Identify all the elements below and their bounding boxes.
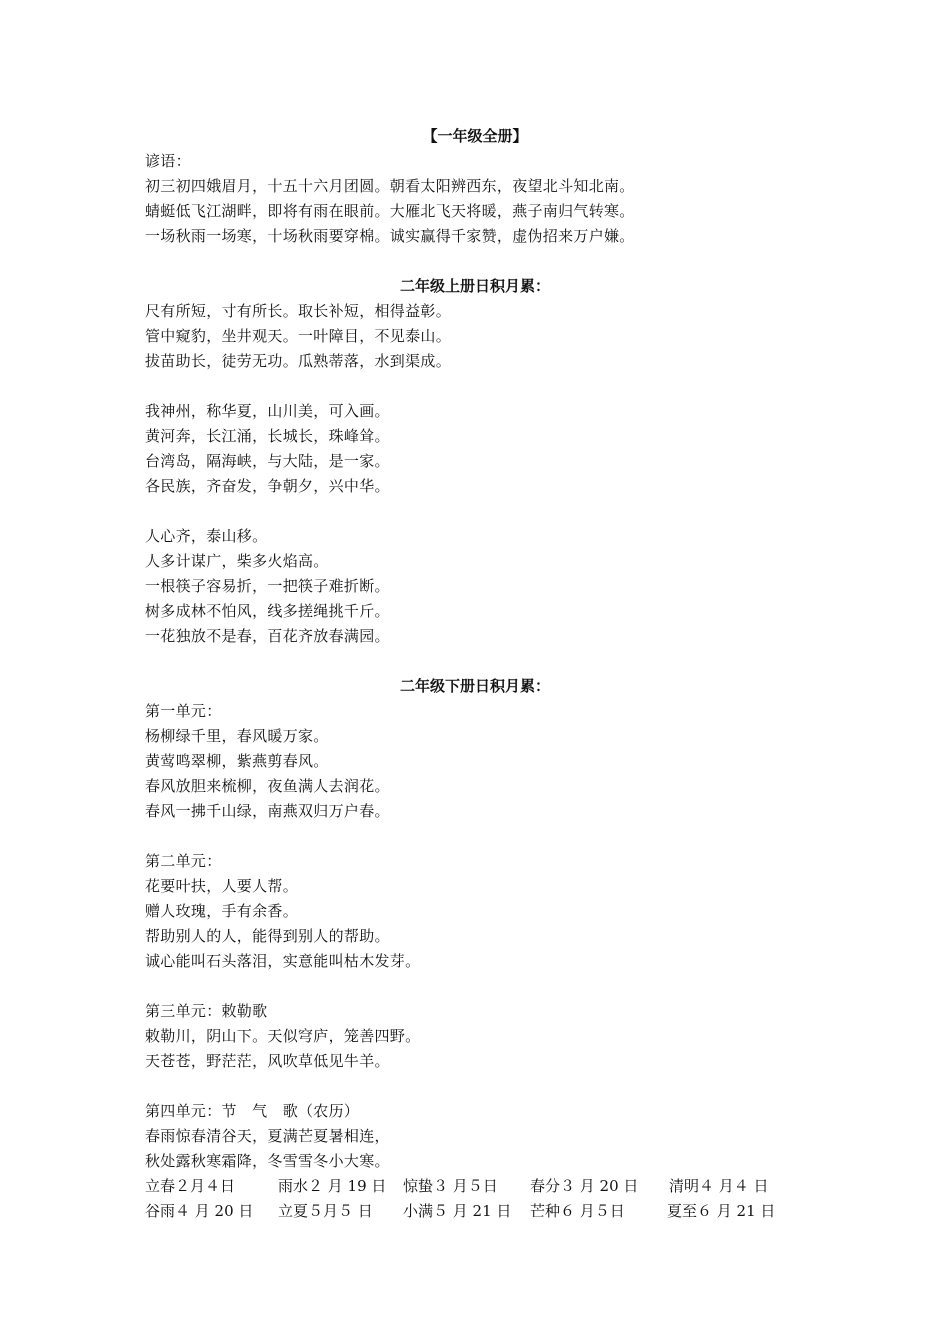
solar-term: 立夏５月５ 日	[278, 1202, 373, 1220]
text-line: 一花独放不是春，百花齐放春满园。	[145, 627, 390, 645]
solar-term: 芒种６ 月５日	[530, 1202, 625, 1220]
document-content	[145, 124, 805, 1224]
text-line: 敕勒川，阴山下。天似穹庐，笼善四野。	[145, 1027, 421, 1045]
text-line: 春风一拂千山绿，南燕双归万户春。	[145, 802, 390, 820]
text-line: 管中窥豹，坐井观天。一叶障目，不见泰山。	[145, 327, 452, 345]
solar-term: 谷雨４ 月 20 日	[145, 1202, 254, 1220]
solar-terms-row	[145, 1174, 805, 1199]
spacer	[145, 649, 805, 674]
spacer	[145, 1074, 805, 1099]
text-line: 我神州，称华夏，山川美，可入画。	[145, 402, 390, 420]
spacer	[145, 974, 805, 999]
solar-term: 惊蛰３ 月５日	[403, 1177, 498, 1195]
text-line: 树多成林不怕风，线多搓绳挑千斤。	[145, 602, 390, 620]
section-title-grade2-down: 二年级下册日积月累：	[399, 677, 550, 695]
solar-term: 小满５ 月 21 日	[403, 1202, 512, 1220]
text-line: 诚心能叫石头落泪，实意能叫枯木发芽。	[145, 952, 421, 970]
unit-label: 第三单元：敕勒歌	[145, 1002, 268, 1020]
section-title-grade1: 【一年级全册】	[422, 127, 528, 145]
text-line: 初三初四娥眉月，十五十六月团圆。朝看太阳辨西东，夜望北斗知北南。	[145, 177, 635, 195]
text-line: 一场秋雨一场寒，十场秋雨要穿棉。诚实赢得千家赞，虚伪招来万户嫌。	[145, 227, 635, 245]
text-line: 帮助别人的人，能得到别人的帮助。	[145, 927, 390, 945]
solar-term: 夏至６ 月 21 日	[667, 1202, 776, 1220]
solar-term: 清明４ 月４ 日	[669, 1177, 769, 1195]
text-line: 蜻蜓低飞江湖畔，即将有雨在眼前。大雁北飞天将暖，燕子南归气转寒。	[145, 202, 635, 220]
text-line: 赠人玫瑰，手有余香。	[145, 902, 299, 920]
text-line: 黄莺鸣翠柳，紫燕剪春风。	[145, 752, 329, 770]
text-line: 人心齐，泰山移。	[145, 527, 268, 545]
text-line: 天苍苍，野茫茫，风吹草低见牛羊。	[145, 1052, 390, 1070]
solar-term: 春分３ 月 20 日	[530, 1177, 639, 1195]
text-line: 台湾岛，隔海峡，与大陆，是一家。	[145, 452, 390, 470]
text-line: 人多计谋广，柴多火焰高。	[145, 552, 329, 570]
solar-term: 雨水２ 月 19 日	[278, 1177, 387, 1195]
text-line: 各民族，齐奋发，争朝夕，兴中华。	[145, 477, 390, 495]
text-line: 一根筷子容易折，一把筷子难折断。	[145, 577, 390, 595]
text-line: 春风放胆来梳柳，夜鱼满人去润花。	[145, 777, 390, 795]
spacer	[145, 824, 805, 849]
spacer	[145, 249, 805, 274]
text-line: 花要叶扶，人要人帮。	[145, 877, 299, 895]
text-line: 黄河奔，长江涌，长城长，珠峰耸。	[145, 427, 390, 445]
text-line: 拔苗助长，徒劳无功。瓜熟蒂落，水到渠成。	[145, 352, 452, 370]
text-line: 杨柳绿千里，春风暖万家。	[145, 727, 329, 745]
proverbs-label: 谚语：	[145, 152, 191, 170]
unit-label: 第二单元：	[145, 852, 222, 870]
text-line: 秋处露秋寒霜降，冬雪雪冬小大寒。	[145, 1152, 390, 1170]
spacer	[145, 374, 805, 399]
solar-terms-row	[145, 1199, 805, 1224]
text-line: 尺有所短，寸有所长。取长补短，相得益彰。	[145, 302, 452, 320]
spacer	[145, 499, 805, 524]
unit-label: 第四单元：节 气 歌（农历）	[145, 1102, 360, 1120]
unit-label: 第一单元：	[145, 702, 222, 720]
section-title-grade2-up: 二年级上册日积月累：	[399, 277, 550, 295]
solar-term: 立春２月４日	[145, 1177, 236, 1195]
text-line: 春雨惊春清谷天，夏满芒夏暑相连，	[145, 1127, 390, 1145]
